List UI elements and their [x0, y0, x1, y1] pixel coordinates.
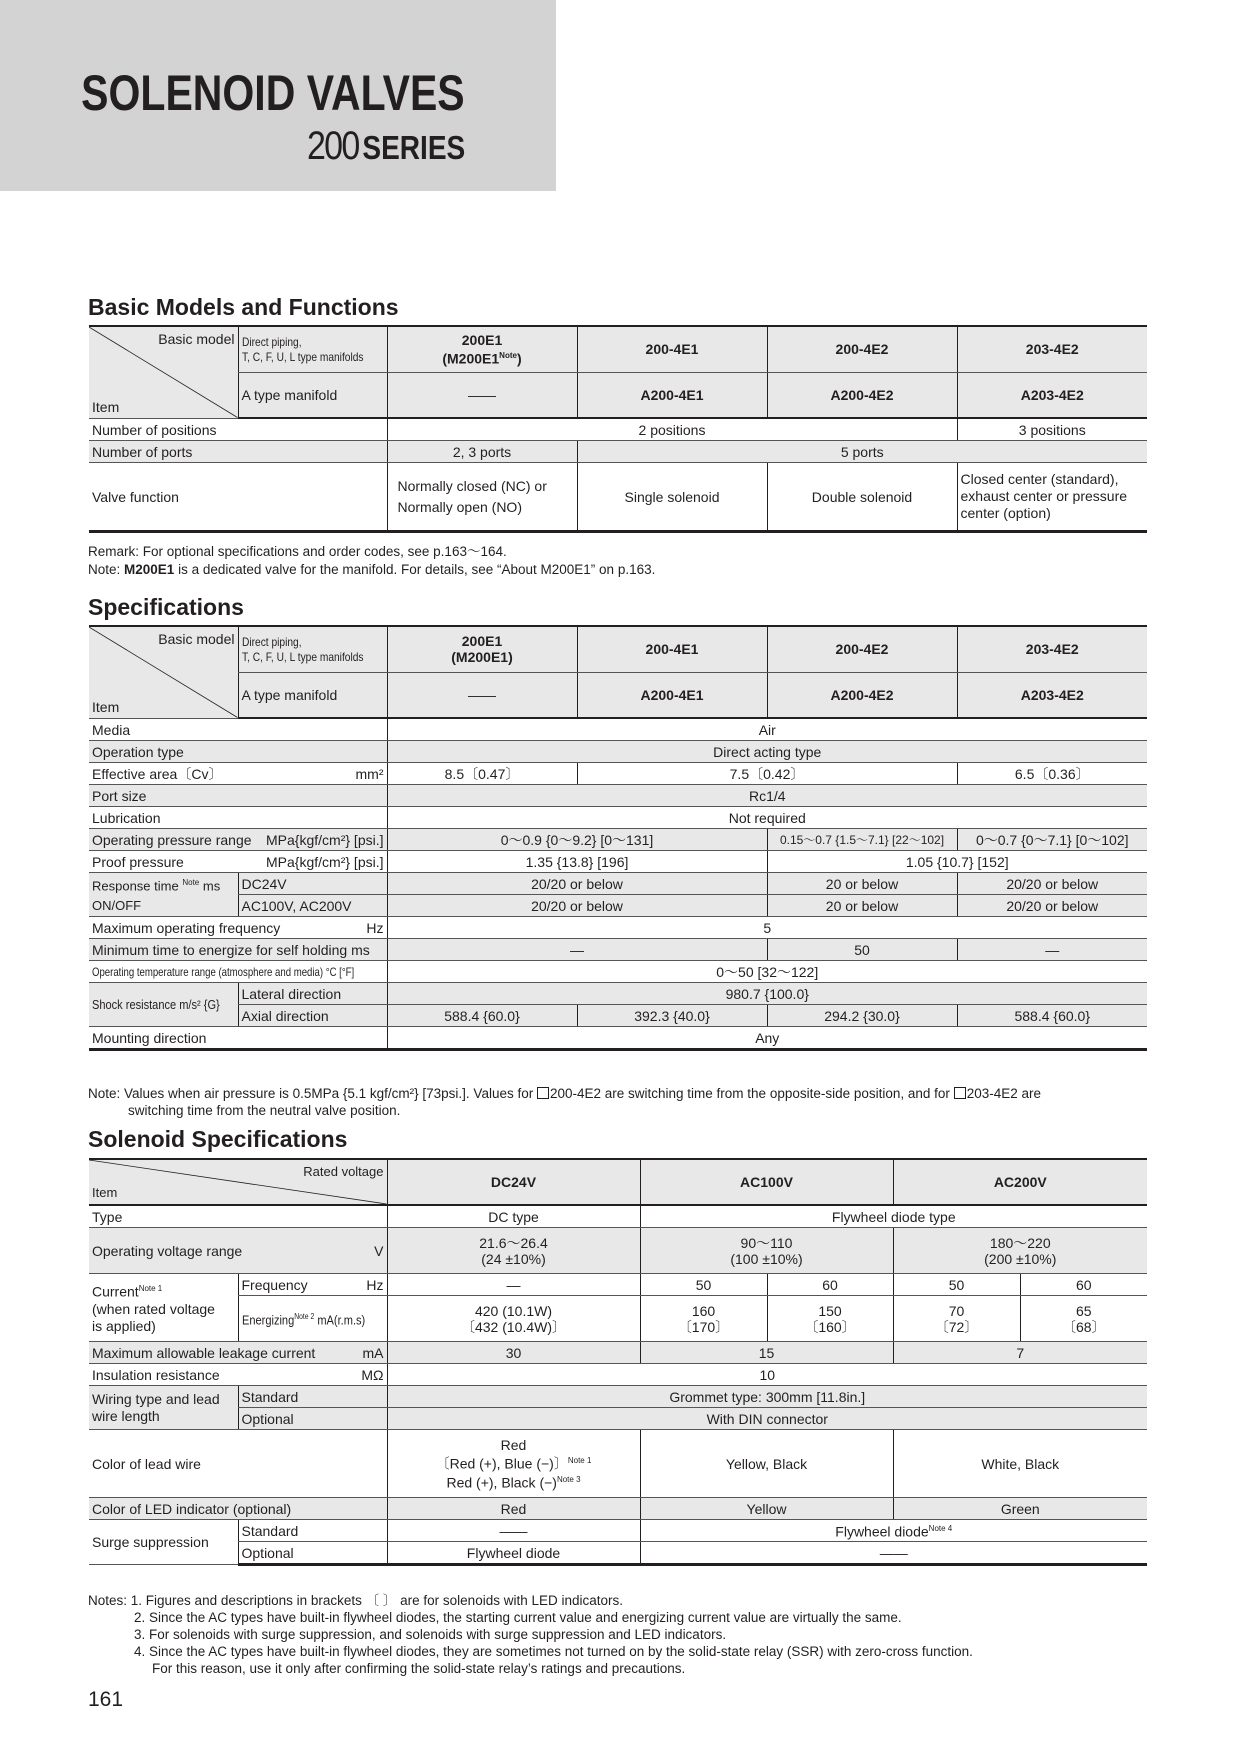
cell-value: DC type	[387, 1205, 640, 1228]
sub-label: Energizing$^{Note 2}$ mA(r.m.s)	[238, 1296, 387, 1342]
cell-value: —	[387, 939, 767, 961]
note-item: 3. For solenoids with surge suppression, and solenoids with surge suppression and LED indicators.	[134, 1627, 727, 1642]
table-row	[89, 463, 1147, 532]
solenoid-notes	[88, 1592, 973, 1677]
model-200-4E1: 200-4E1	[577, 626, 767, 672]
sub-label: Standard	[238, 1520, 387, 1542]
corner-header	[89, 1159, 387, 1205]
cell-value: 588.4 {60.0}	[387, 1005, 577, 1027]
cell-value: 5 ports	[577, 441, 1147, 463]
cell-value: Flywheel diode type	[640, 1205, 1147, 1228]
blank-box-icon	[954, 1087, 966, 1099]
corner-item: Item	[92, 698, 120, 715]
cell-value: 90～110 (100 ±10%)	[640, 1228, 893, 1274]
row-label: Lubrication	[89, 807, 387, 829]
cell-value: 3 positions	[957, 418, 1147, 441]
cell-value: 1.35 {13.8} [196]	[387, 851, 767, 873]
cell-value: 20 or below	[767, 895, 957, 917]
model-203-4E2: 203-4E2	[957, 626, 1147, 672]
model-200-4E2: 200-4E2	[767, 626, 957, 672]
row-label: Insulation resistance MΩ	[89, 1364, 387, 1386]
cell-value: Flywheel diode	[387, 1542, 640, 1565]
cell-value: 50	[767, 939, 957, 961]
sub-label: AC100V, AC200V	[238, 895, 387, 917]
table-row	[89, 1542, 1147, 1565]
row-label-direct: Direct piping, T, C, F, U, L type manifolds	[238, 626, 387, 672]
cell-value: With DIN connector	[387, 1408, 1147, 1430]
cell-value: 20/20 or below	[957, 895, 1147, 917]
cell-value: —	[957, 939, 1147, 961]
table-row	[89, 1005, 1147, 1027]
cell-value: 588.4 {60.0}	[957, 1005, 1147, 1027]
row-label: Response time $^{Note}$ ms ON/OFF	[89, 873, 238, 917]
atype-model: A203-4E2	[957, 372, 1147, 418]
cell-value: Normally closed (NC) or Normally open (NO)	[387, 463, 577, 532]
row-label: Media	[89, 718, 387, 741]
cell-value: 160 〔170〕	[640, 1296, 767, 1342]
atype-model: A200-4E2	[767, 372, 957, 418]
table-row	[89, 718, 1147, 741]
cell-value: 420 (10.1W) 〔432 (10.4W)〕	[387, 1296, 640, 1342]
atype-model: A203-4E2	[957, 672, 1147, 718]
row-label: Valve function	[89, 463, 387, 532]
row-label: Minimum time to energize for self holding ms	[89, 939, 387, 961]
atype-model: ——	[387, 672, 577, 718]
table-row	[89, 1520, 1147, 1542]
cell-value: Red 〔Red (+), Blue (−)〕$^{Note 1}$ Red (+), Black $(-)^{Note 3}$	[387, 1430, 640, 1498]
table-row	[89, 807, 1147, 829]
cell-value: 2, 3 ports	[387, 441, 577, 463]
cell-value: Rc1/4	[387, 785, 1147, 807]
sub-label: Frequency Hz	[238, 1274, 387, 1296]
table-row	[89, 939, 1147, 961]
cell-value: Double solenoid	[767, 463, 957, 532]
atype-model: A200-4E1	[577, 372, 767, 418]
corner-item: Item	[92, 1185, 118, 1200]
solenoid-specifications-table	[89, 1158, 1147, 1566]
header-band	[0, 0, 556, 191]
table-row	[89, 851, 1147, 873]
table-row	[89, 1498, 1147, 1520]
cell-value: 6.5〔0.36〕	[957, 763, 1147, 785]
row-label: Wiring type and lead wire length	[89, 1386, 238, 1430]
cell-value: Closed center (standard), exhaust center or pressure center (option)	[957, 463, 1147, 532]
table-row	[89, 873, 1147, 895]
row-label: Port size	[89, 785, 387, 807]
row-label: Current$^{Note 1}$ (when rated voltage is applied)	[89, 1274, 238, 1342]
row-label: Maximum operating frequency Hz	[89, 917, 387, 939]
corner-header	[89, 626, 238, 718]
row-label-atype: A type manifold	[238, 672, 387, 718]
specifications-title: Specifications	[88, 594, 244, 620]
row-label-atype: A type manifold	[238, 372, 387, 418]
row-label: Number of ports	[89, 441, 387, 463]
cell-value: 50	[640, 1274, 767, 1296]
page-title: SOLENOID VALVES	[81, 65, 465, 121]
corner-rated-voltage: Rated voltage	[303, 1164, 384, 1179]
table-row	[89, 829, 1147, 851]
cell-value: White, Black	[893, 1430, 1147, 1498]
row-label: Operating pressure range MPa{kgf/cm²} [psi.]	[89, 829, 387, 851]
basic-note: Note: M200E1 is a dedicated valve for the manifold. For details, see “About M200E1” on p.163.	[88, 562, 656, 577]
table-row	[89, 626, 1147, 672]
row-label: Operation type	[89, 741, 387, 763]
note-item: Notes: 1. Figures and descriptions in brackets 〔 〕 are for solenoids with LED indicators.	[88, 1593, 624, 1608]
model-200-4E1: 200-4E1	[577, 326, 767, 372]
cell-value: Direct acting type	[387, 741, 1147, 763]
cell-value: Single solenoid	[577, 463, 767, 532]
table-row	[89, 372, 1147, 418]
table-row	[89, 672, 1147, 718]
row-label-direct: Direct piping, T, C, F, U, L type manifolds	[238, 326, 387, 372]
table-row	[89, 441, 1147, 463]
table-row	[89, 418, 1147, 441]
row-label: Type	[89, 1205, 387, 1228]
table-row	[89, 785, 1147, 807]
table-row	[89, 1408, 1147, 1430]
sub-label: Optional	[238, 1542, 387, 1565]
row-label: Number of positions	[89, 418, 387, 441]
cell-value: 5	[387, 917, 1147, 939]
specifications-table	[89, 625, 1147, 1051]
cell-value: 2 positions	[387, 418, 957, 441]
cell-value: Grommet type: 300mm [11.8in.]	[387, 1386, 1147, 1408]
table-row	[89, 895, 1147, 917]
cell-value: 150 〔160〕	[767, 1296, 893, 1342]
cell-value: 7.5〔0.42〕	[577, 763, 957, 785]
cell-value: ——	[640, 1542, 1147, 1565]
row-label: Operating temperature range (atmosphere and media) °C [°F]	[89, 961, 387, 983]
basic-remark: Remark: For optional specifications and order codes, see p.163～164.	[88, 544, 507, 559]
page-number: 161	[88, 1688, 124, 1711]
atype-model: A200-4E1	[577, 672, 767, 718]
cell-value: 20/20 or below	[387, 895, 767, 917]
row-label: Mounting direction	[89, 1027, 387, 1050]
note-item: 4. Since the AC types have built-in flywheel diodes, they are sometimes not turned on by the solid-state relay (SSR) with zero-cross function.	[134, 1644, 973, 1659]
note-item: For this reason, use it only after confirming the solid-state relay’s ratings and precautions.	[152, 1661, 686, 1676]
atype-model: A200-4E2	[767, 672, 957, 718]
cell-value: 15	[640, 1342, 893, 1364]
table-row	[89, 1386, 1147, 1408]
blank-box-icon	[537, 1087, 549, 1099]
cell-value: 7	[893, 1342, 1147, 1364]
sub-label: Optional	[238, 1408, 387, 1430]
cell-value: 65 〔68〕	[1020, 1296, 1147, 1342]
cell-value: 0～50 [32～122]	[387, 961, 1147, 983]
table-row	[89, 1430, 1147, 1498]
sub-label: DC24V	[238, 873, 387, 895]
cell-value: Yellow	[640, 1498, 893, 1520]
table-row	[89, 1159, 1147, 1205]
cell-value: —	[387, 1274, 640, 1296]
voltage-ac100v: AC100V	[640, 1159, 893, 1205]
cell-value: 10	[387, 1364, 1147, 1386]
table-row	[89, 961, 1147, 983]
cell-value: 60	[767, 1274, 893, 1296]
cell-value: Not required	[387, 807, 1147, 829]
table-row	[89, 1364, 1147, 1386]
row-label: Effective area〔Cv〕 mm²	[89, 763, 387, 785]
specifications-note: Note: Values when air pressure is 0.5MPa {5.1 kgf/cm²} [73psi.]. Values for 200-4E2 are switching time from the opposite-side position, and for 203-4E2 are switching time from the neutral valve position.	[88, 1086, 1041, 1118]
cell-value: 50	[893, 1274, 1020, 1296]
table-row	[89, 1027, 1147, 1050]
model-203-4E2: 203-4E2	[957, 326, 1147, 372]
cell-value: Air	[387, 718, 1147, 741]
table-row	[89, 326, 1147, 372]
table-row	[89, 1274, 1147, 1296]
series-label: SERIES	[362, 129, 465, 166]
cell-value: 0～0.9 {0～9.2} [0～131]	[387, 829, 767, 851]
cell-value: Green	[893, 1498, 1147, 1520]
cell-value: 60	[1020, 1274, 1147, 1296]
cell-value: 30	[387, 1342, 640, 1364]
table-row	[89, 763, 1147, 785]
row-label: Color of lead wire	[89, 1430, 387, 1498]
cell-value: 294.2 {30.0}	[767, 1005, 957, 1027]
voltage-dc24v: DC24V	[387, 1159, 640, 1205]
cell-value: Flywheel diode$^{Note 4}$	[640, 1520, 1147, 1542]
cell-value: 8.5〔0.47〕	[387, 763, 577, 785]
row-label: Shock resistance m/s² {G}	[89, 983, 238, 1027]
row-label: Color of LED indicator (optional)	[89, 1498, 387, 1520]
table-row	[89, 1342, 1147, 1364]
model-200E1: 200E1 $(M200E1^{Note})$	[387, 326, 577, 372]
sub-label: Axial direction	[238, 1005, 387, 1027]
cell-value: 21.6～26.4 (24 ±10%)	[387, 1228, 640, 1274]
cell-value: 180～220 (200 ±10%)	[893, 1228, 1147, 1274]
basic-models-title: Basic Models and Functions	[88, 294, 399, 320]
cell-value: Yellow, Black	[640, 1430, 893, 1498]
model-200E1: 200E1 (M200E1)	[387, 626, 577, 672]
cell-value: 20 or below	[767, 873, 957, 895]
sub-label: Lateral direction	[238, 983, 387, 1005]
solenoid-specifications-title: Solenoid Specifications	[88, 1126, 348, 1152]
row-label: Proof pressure MPa{kgf/cm²} [psi.]	[89, 851, 387, 873]
series-title	[307, 124, 465, 169]
cell-value: 20/20 or below	[957, 873, 1147, 895]
cell-value: 0～0.7 {0～7.1} [0～102]	[957, 829, 1147, 851]
cell-value: Any	[387, 1027, 1147, 1050]
basic-models-table	[89, 325, 1147, 533]
series-number: 200	[306, 124, 359, 168]
cell-value: Red	[387, 1498, 640, 1520]
cell-value: ——	[387, 1520, 640, 1542]
sub-label: Standard	[238, 1386, 387, 1408]
cell-value: 980.7 {100.0}	[387, 983, 1147, 1005]
table-row	[89, 917, 1147, 939]
row-label: Maximum allowable leakage current mA	[89, 1342, 387, 1364]
corner-basic-model: Basic model	[158, 631, 235, 647]
note-item: 2. Since the AC types have built-in flywheel diodes, the starting current value and energizing current value are virtually the same.	[134, 1610, 902, 1625]
row-label: Operating voltage range V	[89, 1228, 387, 1274]
table-row	[89, 983, 1147, 1005]
cell-value: 392.3 {40.0}	[577, 1005, 767, 1027]
table-row	[89, 1205, 1147, 1228]
cell-value: 20/20 or below	[387, 873, 767, 895]
corner-basic-model: Basic model	[158, 331, 235, 347]
cell-value: 70 〔72〕	[893, 1296, 1020, 1342]
cell-value: 1.05 {10.7} [152]	[767, 851, 1147, 873]
corner-item: Item	[92, 398, 120, 415]
table-row	[89, 1228, 1147, 1274]
table-row	[89, 741, 1147, 763]
corner-header	[89, 326, 238, 418]
voltage-ac200v: AC200V	[893, 1159, 1147, 1205]
cell-value: 0.15～0.7 {1.5～7.1} [22～102]	[767, 829, 957, 851]
model-200-4E2: 200-4E2	[767, 326, 957, 372]
table-row	[89, 1296, 1147, 1342]
atype-model: ——	[387, 372, 577, 418]
row-label: Surge suppression	[89, 1520, 238, 1565]
